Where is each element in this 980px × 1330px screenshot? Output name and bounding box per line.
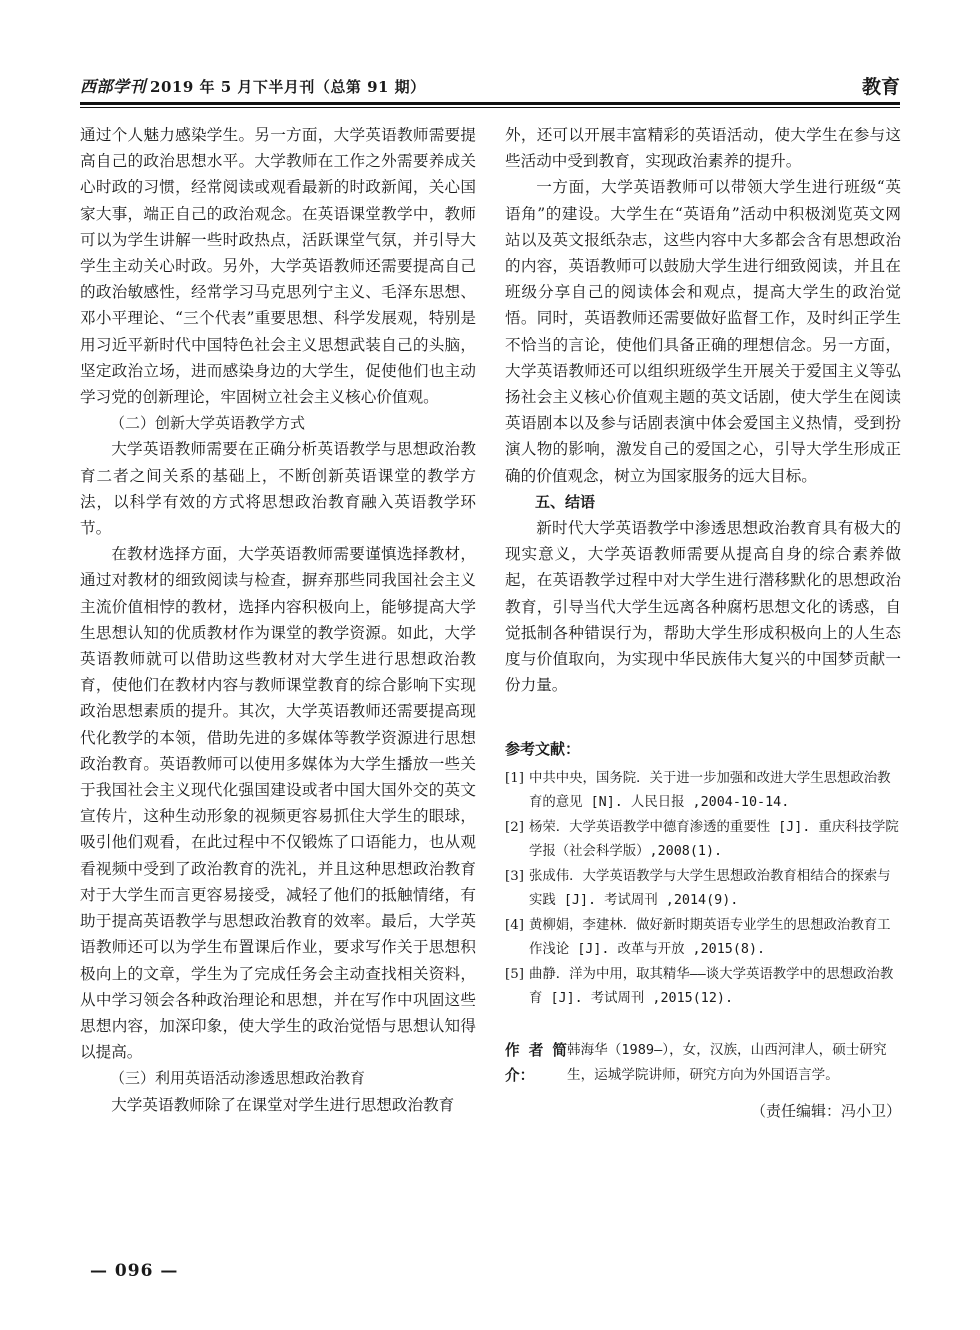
author-bio-label: 作者简介： bbox=[505, 1041, 567, 1084]
paragraph: 在教材选择方面，大学英语教师需要谨慎选择教材，通过对教材的细致阅读与检查，摒弃那些同我国社会主义主流价值相悖的教材，选择内容积极向上，能够提高大学生思想认知的优质教材作为课堂的教学资源。如此，大学英语教师就可以借助这些教材对大学生进行思想政治教育，使他们在教材内容与教师课堂教育的综合影响下实现政治思想素质的提升。其次，大学英语教师还需要提高现代化教学的本领，借助先进的多媒体等教学资源进行思想政治教育。英语教师可以使用多媒体为大学生播放一些关于我国社会主义现代化强国建设或者中国大国外交的英文宣传片，这种生动形象的视频更容易抓住大学生的眼球，吸引他们观看，在此过程中不仅锻炼了口语能力，也从观看视频中受到了政治教育的洗礼，并且这种思想政治教育对于大学生而言更容易接受，减轻了他们的抵触情绪，有助于提高英语教学与思想政治教育的效率。最后，大学英语教师还可以为学生布置课后作业，要求写作关于思想积极向上的文章，学生为了完成任务会主动查找相关资料，从中学习领会各种政治理论和思想，并在写作中巩固这些思想内容，加深印象，使大学生的政治觉悟与思想认知得以提高。 bbox=[80, 545, 476, 1062]
section-heading: 五、结语 bbox=[535, 492, 596, 511]
page-header bbox=[80, 72, 900, 100]
responsible-editor: （责任编辑：冯小卫） bbox=[750, 1101, 901, 1120]
reference-number: [3] bbox=[505, 868, 524, 884]
reference-number: [5] bbox=[505, 966, 524, 982]
reference-number: [4] bbox=[505, 917, 524, 933]
paragraph: 大学英语教师需要在正确分析英语教学与思想政治教育二者之间关系的基础上，不断创新英语课堂的教学方法，以科学有效的方式将思想政治教育融入英语教学环节。 bbox=[80, 440, 476, 538]
reference-item bbox=[505, 767, 901, 816]
right-column bbox=[505, 122, 901, 1124]
paragraph: 新时代大学英语教学中渗透思想政治教育具有极大的现实意义，大学英语教师需要从提高自身的综合素养做起，在英语教学过程中对大学生进行潜移默化的思想政治教育，引导当代大学生远离各种腐朽思想文化的诱惑，自觉抵制各种错误行为，帮助大学生形成积极向上的人生态度与价值取向，为实现中华民族伟大复兴的中国梦贡献一份力量。 bbox=[505, 519, 901, 695]
journal-title bbox=[80, 74, 426, 97]
reference-text: 张成伟．大学英语教学与大学生思想政治教育相结合的探索与实践 [J]. 考试周刊 ,2014(9). bbox=[529, 868, 891, 909]
author-bio-text: 韩海华（1989—），女，汉族，山西河津人，硕士研究生，运城学院讲师，研究方向为外国语言学。 bbox=[567, 1041, 887, 1083]
subsection-heading: （二）创新大学英语教学方式 bbox=[110, 414, 306, 433]
subsection-heading: （三）利用英语活动渗透思想政治教育 bbox=[110, 1069, 366, 1088]
author-bio bbox=[505, 1038, 901, 1088]
journal-issue: 2019 年 5 月下半月刊（总第 91 期） bbox=[150, 78, 426, 96]
reference-item bbox=[505, 914, 901, 963]
left-column bbox=[80, 122, 476, 1118]
references-title: 参考文献： bbox=[505, 740, 581, 759]
reference-text: 曲静．洋为中用，取其精华——谈大学英语教学中的思想政治教育 [J]. 考试周刊 ,2015(12). bbox=[529, 966, 894, 1007]
paragraph: 一方面，大学英语教师可以带领大学生进行班级“英语角”的建设。大学生在“英语角”活动中积极浏览英文网站以及英文报纸杂志，这些内容中大多都会含有思想政治的内容，英语教师可以鼓励大学生进行细致阅读，并且在班级分享自己的阅读体会和观点，提高大学生的政治觉悟。同时，英语教师还需要做好监督工作，及时纠正学生不恰当的言论，使他们具备正确的理想信念。另一方面，大学英语教师还可以组织班级学生开展关于爱国主义等弘扬社会主义核心价值观主题的英文话剧，使大学生在阅读英语剧本以及参与话剧表演中体会爱国主义热情，受到扮演人物的影响，激发自己的爱国之心，引导大学生形成正确的价值观念，树立为国家服务的远大目标。 bbox=[505, 178, 901, 485]
page-number: — 096 — bbox=[90, 1261, 179, 1281]
reference-text: 杨荣．大学英语教学中德育渗透的重要性 [J]. 重庆科技学院学报（社会科学版）,2008(1). bbox=[529, 819, 899, 860]
reference-text: 中共中央，国务院．关于进一步加强和改进大学生思想政治教育的意见 [N]. 人民日报 ,2004-10-14. bbox=[529, 770, 891, 811]
paragraph: 大学英语教师除了在课堂对学生进行思想政治教育 bbox=[111, 1095, 455, 1114]
header-rule-thick bbox=[80, 102, 900, 105]
reference-number: [2] bbox=[505, 819, 524, 835]
paragraph: 通过个人魅力感染学生。另一方面，大学英语教师需要提高自己的政治思想水平。大学教师在工作之外需要养成关心时政的习惯，经常阅读或观看最新的时政新闻，关心国家大事，端正自己的政治观念。在英语课堂教学中，教师可以为学生讲解一些时政热点，活跃课堂气氛，并引导大学生主动关心时政。另外，大学英语教师还需要提高自己的政治敏感性，经常学习马克思列宁主义、毛泽东思想、邓小平理论、“三个代表”重要思想、科学发展观，特别是用习近平新时代中国特色社会主义思想武装自己的头脑，坚定政治立场，进而感染身边的大学生，促使他们也主动学习党的创新理论，牢固树立社会主义核心价值观。 bbox=[80, 126, 476, 407]
reference-item bbox=[505, 816, 901, 865]
reference-item bbox=[505, 963, 901, 1012]
reference-item bbox=[505, 865, 901, 914]
section-label: 教育 bbox=[861, 76, 900, 98]
reference-number: [1] bbox=[505, 770, 524, 786]
journal-logo: 西部学刊 bbox=[80, 77, 147, 96]
references-list bbox=[505, 767, 901, 1012]
header-rule-thin bbox=[80, 107, 900, 108]
reference-text: 黄柳娟，李建林．做好新时期英语专业学生的思想政治教育工作浅论 [J]. 改革与开放 ,2015(8). bbox=[529, 917, 891, 958]
paragraph: 外，还可以开展丰富精彩的英语活动，使大学生在参与这些活动中受到教育，实现政治素养的提升。 bbox=[505, 126, 901, 171]
